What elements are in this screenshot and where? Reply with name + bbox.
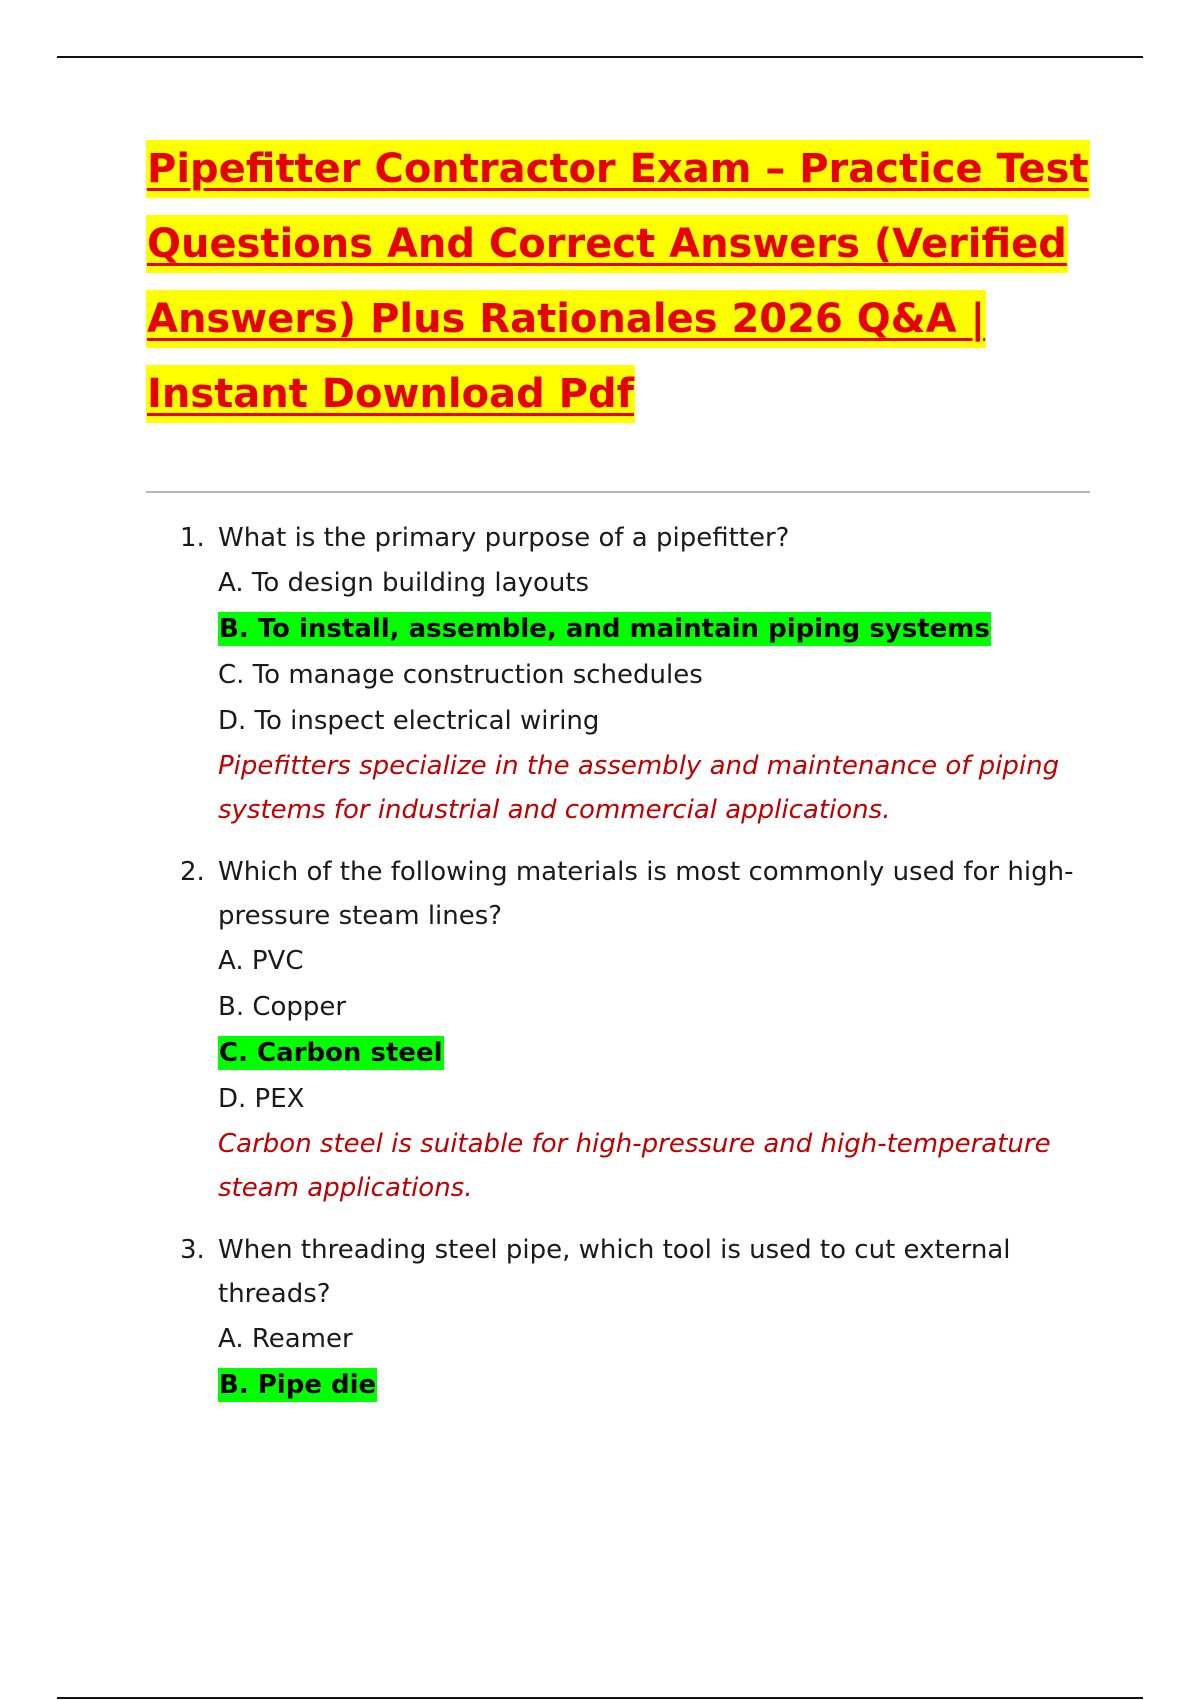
title-line-text: Questions And Correct Answers (Verified: [146, 215, 1068, 273]
title-line: [146, 365, 1076, 440]
title-line-text: Pipefitter Contractor Exam – Practice Test: [146, 140, 1090, 198]
answer-option-text: D. PEX: [218, 1084, 305, 1114]
answer-rationale: Carbon steel is suitable for high-pressure and high-temperature steam applications.: [218, 1129, 1051, 1203]
question-3: [180, 1228, 1080, 1408]
answer-option: [218, 652, 1080, 698]
title-line-text: Instant Download Pdf: [146, 365, 635, 423]
correct-answer-option: [218, 1362, 1080, 1408]
answer-option: [218, 1316, 1080, 1362]
correct-answer-text: C. Carbon steel: [219, 1038, 443, 1068]
question-1: [180, 516, 1080, 832]
question-2: [180, 850, 1080, 1210]
answer-option: [218, 698, 1080, 744]
correct-answer-text: B. To install, assemble, and maintain piping systems: [219, 614, 990, 644]
answer-option-text: D. To inspect electrical wiring: [218, 706, 600, 736]
question-number: 1.: [180, 523, 205, 553]
answer-option: [218, 560, 1080, 606]
answer-rationale: Pipefitters specialize in the assembly and maintenance of piping systems for industrial and commercial applications.: [218, 751, 1060, 825]
question-text: Which of the following materials is most commonly used for high-pressure steam lines?: [218, 857, 1074, 931]
correct-answer-option: [218, 606, 1080, 652]
answer-option-text: C. To manage construction schedules: [218, 660, 703, 690]
title-line: [146, 140, 1089, 215]
answer-option-text: A. To design building layouts: [218, 568, 590, 598]
answer-option: [218, 984, 1080, 1030]
question-list: [180, 516, 1080, 1426]
document-title: [146, 140, 1089, 440]
answer-option-text: A. PVC: [218, 946, 304, 976]
answer-option: [218, 938, 1080, 984]
page-bottom-rule: [57, 1697, 1143, 1699]
question-number: 3.: [180, 1235, 205, 1265]
title-line: [146, 215, 1076, 290]
correct-answer-text: B. Pipe die: [219, 1370, 377, 1400]
title-line-text: Answers) Plus Rationales 2026 Q&A |: [146, 290, 986, 348]
title-divider: [146, 491, 1090, 493]
answer-option: [218, 1076, 1080, 1122]
page-top-rule: [57, 56, 1143, 58]
question-text: When threading steel pipe, which tool is used to cut external threads?: [218, 1235, 1011, 1309]
question-number: 2.: [180, 857, 205, 887]
answer-option-text: A. Reamer: [218, 1324, 353, 1354]
question-text: What is the primary purpose of a pipefitter?: [218, 523, 790, 553]
correct-answer-option: [218, 1030, 1080, 1076]
answer-option-text: B. Copper: [218, 992, 347, 1022]
title-line: [146, 290, 1076, 365]
